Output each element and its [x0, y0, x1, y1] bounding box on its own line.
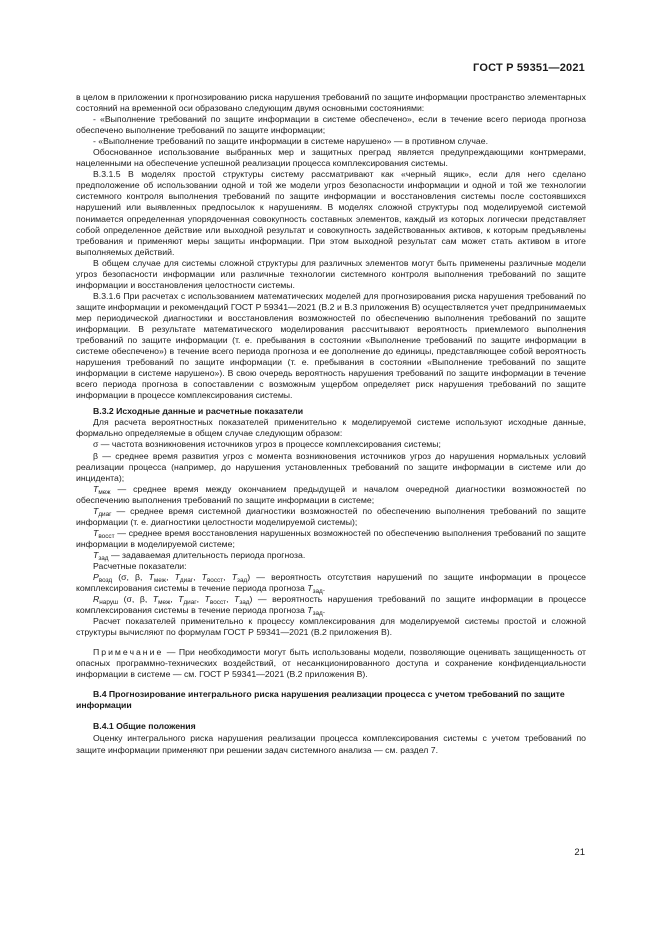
standard-number: ГОСТ Р 59351—2021	[473, 62, 585, 74]
formula-p-vozd: $P_{возд}$ (σ, β, $T_{меж}$, $T_{диаг}$, $T_{восст}$, $T_{зад}$) — вероятность отсутствия нарушений по защите информации в процессе комплексирования системы в течение периода прогноза $T_{зад}$.	[76, 572, 586, 596]
list-item: - «Выполнение требований по защите информации в системе обеспечено», если в течение всего периода прогноза обеспечено выполнение требований по защите информации;	[76, 114, 586, 136]
definition-t-mezh: $T_{меж}$ — среднее время между окончанием предыдущей и началом очередной диагностики возможностей по обеспечению выполнения требований по защите информации в системе;	[76, 483, 586, 505]
paragraph: Расчет показателей применительно к процессу комплексирования для моделируемой системы простой и сложной структуры вычисляют по формулам ГОСТ Р 59341—2021 (В.2 приложения В).	[76, 616, 586, 638]
formula-r-narush: $R_{наруш}$ (σ, β, $T_{меж}$, $T_{диаг}$, $T_{восст}$, $T_{зад}$) — вероятность нарушения требований по защите информации в процессе комплексирования системы в течение периода прогноза $T_{зад}$.	[76, 594, 587, 618]
body-text	[76, 92, 586, 757]
paragraph: Оценку интегрального риска нарушения реализации процесса комплексирования системы с учетом требований по защите информации применяют при решении задач системного анализа — см. раздел 7.	[76, 732, 586, 756]
section-heading-b4: В.4 Прогнозирование интегрального риска нарушения реализации процесса с учетом требований по защите информации	[76, 689, 565, 711]
definition-t-zad: $T_{зад}$ — задаваемая длительность периода прогноза.	[93, 549, 306, 562]
definition-beta: β — среднее время развития угроз с момента возникновения источников угроз до нарушения нормальных условий реализации процесса (например, до нарушения установленных требований по защите информации в системе или до инцидента);	[76, 450, 586, 483]
symbol: β	[93, 450, 98, 461]
paragraph: Обоснованное использование выбранных мер и защитных преград является предупреждающими контрмерами, нацеленными на обеспечение успешной реализации процесса комплексирования системы.	[76, 147, 586, 169]
note-label: Примечание	[93, 647, 164, 658]
clause-b3-1-5: В.3.1.5 В моделях простой структуры систему рассматривают как «черный ящик», если для него сделано предположение об использовании одной и той же модели угроз безопасности информации и одной и той же технологии системного контроля выполнения требований по защите информации и восстановления системы после состоявшихся нарушений или выявленных предпосылок к нарушениям. В моделях сложной структуры под моделируемой системой понимается определенная упорядоченная совокупность составных элементов, каждый из которых логически представляет собой определенное действие или выходной результат и совокупность задействованных активов, к которым предъявлены требования и применяют меры защиты информации. При этом выходной результат сам может стать активом в итоге выполняемых действий.	[76, 169, 586, 257]
clause-b3-1-6: В.3.1.6 При расчетах с использованием математических моделей для прогнозирования риска нарушения требований по защите информации и рекомендаций ГОСТ Р 59341—2021 (В.2 и В.3 приложения В) осуществляется учет предпринимаемых мер периодической диагностики и восстановления возможностей по обеспечению выполнения требований по защите информации. В результате математического моделирования рассчитывают вероятность приемлемого выполнения требований по защите информации (т. е. пребывания в состоянии «Выполнение требований по защите информации в системе обеспечено») в течение всего периода прогноза и ее дополнение до единицы, представляющее собой вероятность нарушения требований по защите информации (т. е. пребывания в состоянии «Выполнение требований по защите информации в системе нарушено»). В свою очередь вероятность нарушения требований по защите информации в течение всего периода прогноза в сопоставлении с возможным ущербом определяет риск нарушения требований по защите информации в процессе комплексирования системы.	[76, 290, 586, 401]
definition-t-vosst: $T_{восст}$ — среднее время восстановления нарушенных возможностей по обеспечению выполнения требований по защите информации в моделируемой системе;	[76, 527, 586, 549]
paragraph: в целом в приложении к прогнозированию риска нарушения требований по защите информации пространство элементарных состояний на временной оси образовано следующим двумя основными состояниями:	[76, 92, 586, 114]
definition-sigma: σ — частота возникновения источников угроз в процессе комплексирования системы;	[93, 439, 441, 450]
definition-t-diag: $T_{диаг}$ — среднее время системной диагностики возможностей по обеспечению выполнения требований по защите информации (т. е. диагностики целостности моделируемой системы);	[76, 505, 586, 527]
paragraph: Для расчета вероятностных показателей применительно к моделируемой системе используют исходные данные, формально определяемые в общем случае следующим образом:	[76, 417, 586, 439]
symbol: σ	[93, 439, 99, 450]
note: Примечание — При необходимости могут быть использованы модели, позволяющие оценивать защищенность от опасных программно-технических воздействий, от несанкционированного доступа и сохранение конфиденциальности информации в системе — см. ГОСТ Р 59341—2021 (В.2 приложения В).	[76, 647, 586, 680]
list-item: - «Выполнение требований по защите информации в системе нарушено» — в противном случае.	[93, 136, 488, 147]
calc-indicators-label: Расчетные показатели:	[93, 560, 187, 571]
section-heading-b3-2: В.3.2 Исходные данные и расчетные показатели	[93, 406, 304, 417]
section-heading-b4-1: В.4.1 Общие положения	[93, 720, 196, 731]
paragraph: В общем случае для системы сложной структуры для различных элементов могут быть применены различные модели угроз безопасности информации или различные технологии системного контроля выполнения требований по защите информации и восстановления целостности системы.	[76, 257, 586, 290]
page-number: 21	[574, 847, 585, 858]
